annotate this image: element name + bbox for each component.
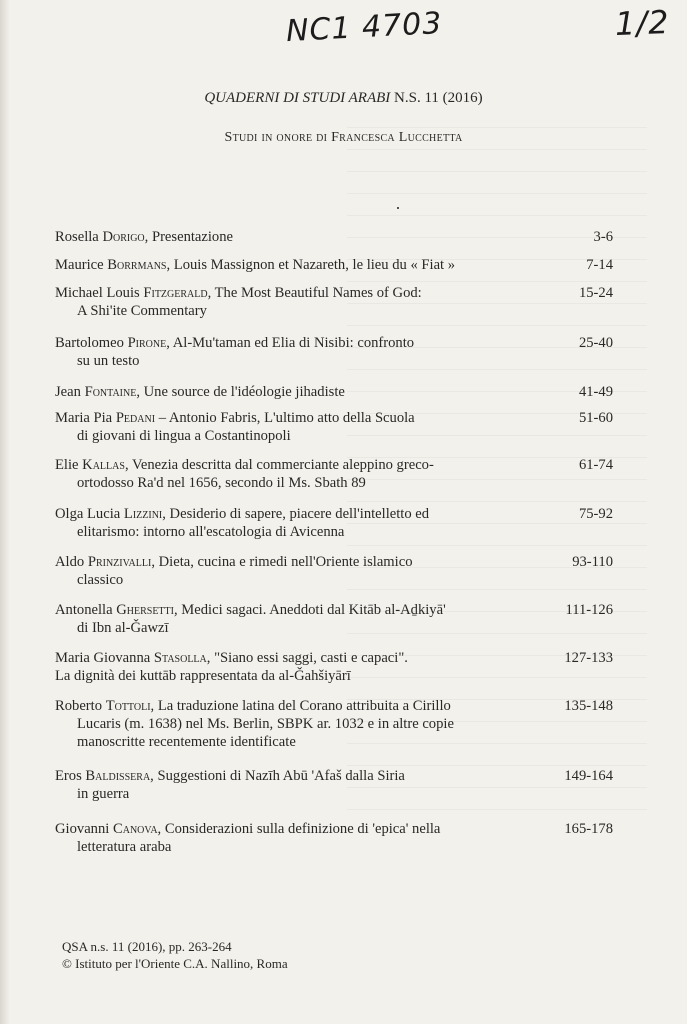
handwritten-fraction: 1/2 [614, 3, 671, 43]
page-edge-shadow [0, 0, 10, 1024]
entry-title-continued: di giovani di lingua a Costantinopoli [77, 428, 291, 444]
toc-entry [55, 697, 613, 751]
entry-title-continued: elitarismo: intorno all'escatologia di Avicenna [77, 524, 345, 540]
entry-title: – Antonio Fabris, L'ultimo atto della Scuola [155, 410, 415, 426]
author-first: Eros [55, 768, 82, 784]
author-last: Kallas [82, 457, 125, 473]
author-last: Baldissera [85, 768, 151, 784]
entry-text [55, 601, 533, 637]
journal-title: QUADERNI DI STUDI ARABI [204, 90, 391, 106]
entry-text [55, 334, 533, 370]
entry-text [55, 820, 533, 856]
entry-text [55, 228, 533, 246]
entry-title-continued: La dignità dei kuttāb rappresentata da al-Ǧahšiyārī [55, 668, 351, 684]
author-last: Pirone [127, 335, 167, 351]
page-range: 3-6 [593, 229, 613, 245]
journal-header [0, 90, 687, 107]
table-of-contents [55, 228, 613, 856]
toc-entry [55, 820, 613, 856]
author-first: Maria Giovanna [55, 650, 151, 666]
page-range: 127-133 [564, 650, 613, 666]
author-last: Fontaine [84, 384, 137, 400]
author-last: Pedani [115, 410, 156, 426]
toc-entry [55, 334, 613, 370]
page-range: 41-49 [578, 384, 613, 400]
toc-entry [55, 284, 613, 320]
entry-text [55, 697, 533, 751]
page-range: 15-24 [578, 285, 613, 301]
copyright-line: © Istituto per l'Oriente C.A. Nallino, Roma [62, 956, 288, 971]
author-last: Dorigo [102, 229, 145, 245]
entry-text [55, 553, 533, 589]
page-range: 51-60 [578, 410, 613, 426]
entry-title-continued: manoscritte recentemente identificate [77, 734, 296, 750]
toc-entry [55, 767, 613, 803]
entry-title-continued: classico [77, 572, 124, 588]
author-first: Roberto [55, 698, 103, 714]
entry-title: , The Most Beautiful Names of God: [207, 285, 422, 301]
entry-text [55, 456, 533, 492]
page-range: 7-14 [586, 257, 613, 273]
entry-title: , La traduzione latina del Corano attribuita a Cirillo [150, 698, 451, 714]
entry-text [55, 649, 533, 685]
author-first: Olga Lucia [55, 506, 121, 522]
entry-title-continued: di Ibn al-Ǧawzī [77, 620, 169, 636]
toc-entry [55, 256, 613, 274]
entry-title: , Venezia descritta dal commerciante aleppino greco- [124, 457, 434, 473]
page-range: 165-178 [564, 821, 613, 837]
entry-title-continued: Lucaris (m. 1638) nel Ms. Berlin, SBPK ar. 1032 e in altre copie [77, 716, 454, 732]
author-first: Rosella [55, 229, 99, 245]
author-last: Ghersetti [116, 602, 174, 618]
entry-text [55, 409, 533, 445]
page-range: 149-164 [564, 768, 613, 784]
entry-title: , Medici sagaci. Aneddoti dal Kitāb al-Aḏkiyā' [173, 602, 446, 618]
entry-title: , Louis Massignon et Nazareth, le lieu du « Fiat » [166, 257, 456, 273]
page-range: 93-110 [572, 554, 613, 570]
handwritten-accession-number: NC1 4703 [285, 5, 444, 50]
author-last: Stasolla [153, 650, 207, 666]
page-range: 25-40 [578, 335, 613, 351]
page-range: 75-92 [578, 506, 613, 522]
entry-title: , Al-Mu'taman ed Elia di Nisibi: confronto [166, 335, 415, 351]
entry-title: , Presentazione [144, 229, 233, 245]
author-last: Tottoli [105, 698, 151, 714]
footer [62, 938, 288, 972]
entry-title: , Une source de l'idéologie jihadiste [136, 384, 345, 400]
page-range: 135-148 [564, 698, 613, 714]
toc-entry [55, 383, 613, 401]
toc-entry [55, 409, 613, 445]
entry-text [55, 383, 533, 401]
entry-title-continued: in guerra [77, 786, 130, 802]
entry-title: , "Siano essi saggi, casti e capaci". [206, 650, 408, 666]
author-last: Fitzgerald [143, 285, 208, 301]
toc-entry [55, 228, 613, 246]
author-last: Canova [112, 821, 158, 837]
entry-title: , Considerazioni sulla definizione di 'epica' nella [157, 821, 441, 837]
entry-title-continued: A Shi'ite Commentary [77, 303, 207, 319]
toc-entry [55, 601, 613, 637]
author-first: Elie [55, 457, 79, 473]
author-first: Maurice [55, 257, 104, 273]
author-first: Giovanni [55, 821, 110, 837]
toc-entry [55, 505, 613, 541]
author-first: Bartolomeo [55, 335, 124, 351]
volume-subtitle: Studi in onore di Francesca Lucchetta [224, 130, 463, 145]
stray-dot [397, 207, 399, 209]
author-first: Jean [55, 384, 81, 400]
toc-entry [55, 649, 613, 685]
entry-title-continued: ortodosso Ra'd nel 1656, secondo il Ms. Sbath 89 [77, 475, 366, 491]
author-first: Maria Pia [55, 410, 113, 426]
entry-title: , Suggestioni di Nazīh Abū 'Afaš dalla Siria [150, 768, 405, 784]
entry-title-continued: letteratura araba [77, 839, 172, 855]
entry-text [55, 767, 533, 803]
citation-line: QSA n.s. 11 (2016), pp. 263-264 [62, 939, 232, 954]
author-first: Antonella [55, 602, 113, 618]
entry-title: , Desiderio di sapere, piacere dell'intelletto ed [162, 506, 430, 522]
entry-title-continued: su un testo [77, 353, 140, 369]
journal-series: N.S. 11 (2016) [394, 90, 483, 106]
entry-text [55, 256, 533, 274]
author-first: Aldo [55, 554, 85, 570]
author-last: Prinzivalli [87, 554, 152, 570]
entry-title: , Dieta, cucina e rimedi nell'Oriente islamico [151, 554, 413, 570]
author-first: Michael Louis [55, 285, 140, 301]
toc-entry [55, 456, 613, 492]
page-range: 111-126 [565, 602, 613, 618]
page-range: 61-74 [578, 457, 613, 473]
entry-text [55, 505, 533, 541]
author-last: Borrmans [107, 257, 167, 273]
author-last: Lizzini [123, 506, 163, 522]
toc-entry [55, 553, 613, 589]
entry-text [55, 284, 533, 320]
